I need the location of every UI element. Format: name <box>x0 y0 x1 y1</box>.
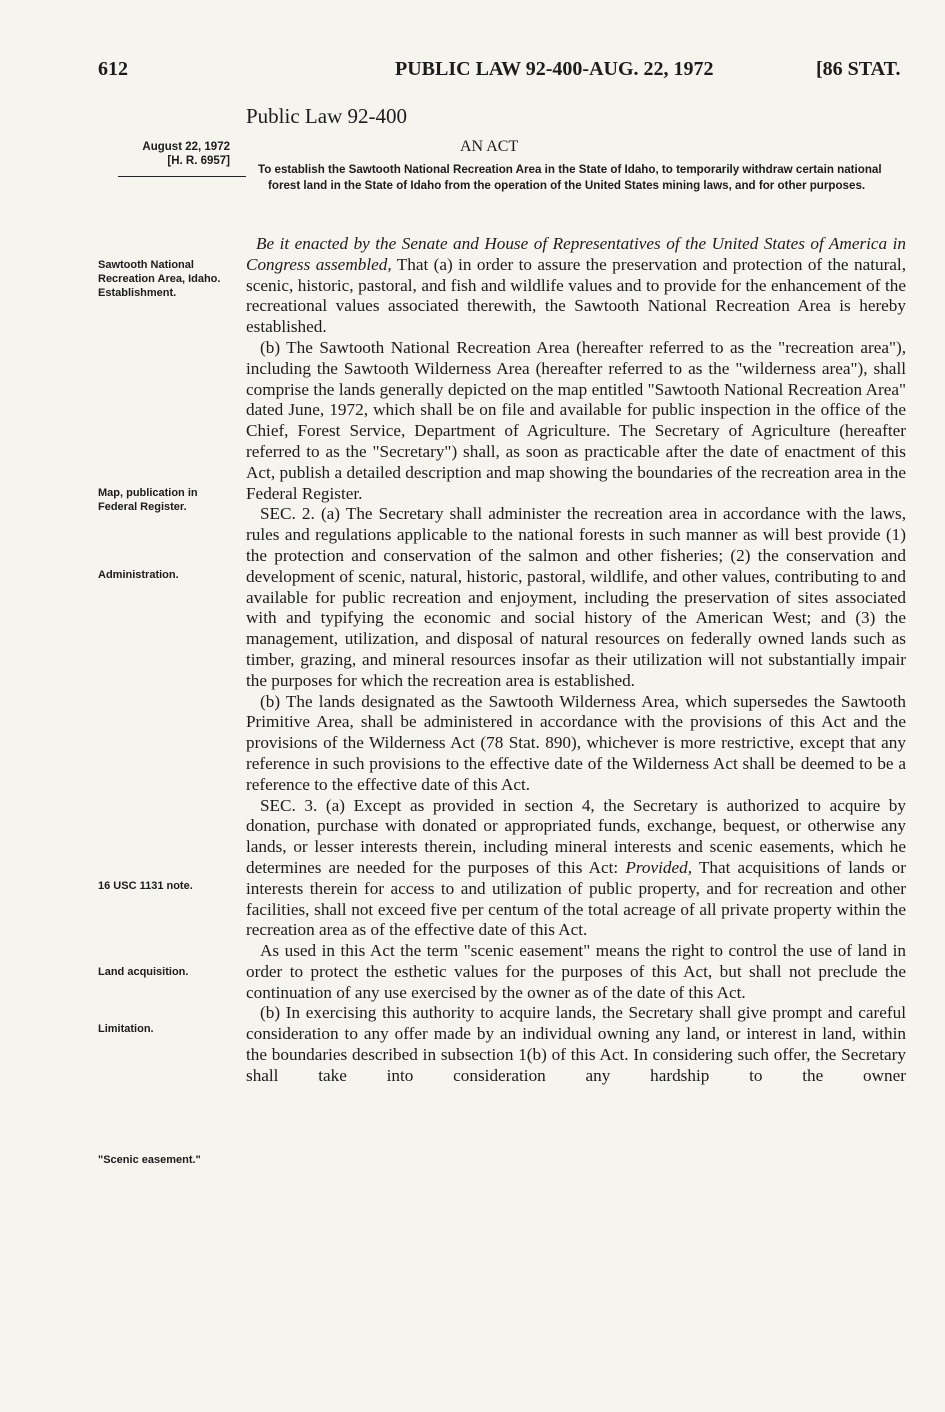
volume-citation: [86 STAT. <box>816 58 901 80</box>
paragraph-4: (b) The lands designated as the Sawtooth Wilderness Area, which supersedes the Sawtooth Primitive Area, shall be administered in accordance with the provisions of this Act and the provisions of the Wilderness Act (78 Stat. 890), whichever is more restrictive, except that any reference in such provisions to the effective date of the Wilderness Act shall be deemed to be a reference to the effective date of this Act. <box>246 691 906 794</box>
paragraph-1-text: That (a) in order to assure the preservation and protection of the natural, scenic, historic, pastoral, and fish and wildlife values and to provide for the enhancement of the recreational values associated therewith, the Sawtooth National Recreation Area is hereby established. <box>246 254 906 337</box>
paragraph-5-text-b: That acquisitions of lands or interests therein for access to and utilization of public property, and for recreation and other facilities, shall not exceed five per centum of the total acreage of all private property within the recreation area as of the effective date of this Act. <box>246 857 906 940</box>
paragraph-6: As used in this Act the term "scenic easement" means the right to control the use of land in order to protect the esthetic values for the purposes of this Act, but shall not preclude the continuation of any use exercised by the owner as of the date of this Act. <box>246 941 906 1002</box>
provided-proviso: Provided, <box>625 857 693 877</box>
date-sidenote <box>118 140 230 168</box>
page-number: 612 <box>98 58 128 80</box>
running-title: PUBLIC LAW 92-400-AUG. 22, 1972 <box>395 58 714 80</box>
paragraph-3-text: (a) The Secretary shall administer the recreation area in accordance with the laws, rules and regulations applicable to the national forests in such manner as will best provide (1) the protection and conservation of the salmon and other fisheries; (2) the conservation and development of scenic, natural, historic, pastoral, wildlife, and other values, contributing to and available for public recreation and enjoyment, including the preservation of sites associated with and typifying the economic and social history of the American West; and (3) the management, utilization, and disposal of natural resources on federally owned lands such as timber, grazing, and mineral resources insofar as their utilization will not substantially impair the purposes for which the recreation area is established. <box>246 504 906 690</box>
sidenote-land-acquisition: Land acquisition. <box>98 966 189 978</box>
sidenote-administration: Administration. <box>98 569 179 581</box>
paragraph-5 <box>246 796 906 942</box>
sidenote-scenic-easement: "Scenic easement." <box>98 1154 201 1166</box>
sidenote-map: Map, publication in Federal Register. <box>98 487 198 513</box>
enactment-date: August 22, 1972 <box>142 141 230 153</box>
bill-number: [H. R. 6957] <box>167 155 230 167</box>
sidenote-establishment: Sawtooth National Recreation Area, Idaho. Establishment. <box>98 259 221 299</box>
paragraph-2: (b) The Sawtooth National Recreation Area (hereafter referred to as the "recreation area"), including the Sawtooth Wilderness Area (hereafter referred to as the "wilderness area"), shall comprise the lands generally depicted on the map entitled "Sawtooth National Recreation Area" dated June, 1972, which shall be on file and available for public inspection in the office of the Chief, Forest Service, Department of Agriculture. The Secretary of Agriculture (hereafter referred to as the "Secretary") shall, as soon as practicable after the date of enactment of this Act, publish a detailed description and map showing the boundaries of the recreation area in the Federal Register. <box>246 337 906 503</box>
act-text <box>246 234 906 1087</box>
section-3-label: SEC. 3. <box>260 795 318 815</box>
paragraph-5-text-a: (a) Except as provided in section 4, the Secretary is authorized to acquire by donation, purchase with donated or appropriated funds, exchange, bequest, or otherwise any lands, or lesser interests therein, including mineral interests and scenic easements, which he determines are needed for the purposes of this Act: <box>246 795 906 877</box>
running-header <box>98 58 908 86</box>
section-2-label: SEC. 2. <box>260 504 315 524</box>
act-heading: AN ACT <box>460 138 519 155</box>
act-purpose: To establish the Sawtooth National Recreation Area in the State of Idaho, to temporarily withdraw certain national forest land in the State of Idaho from the operation of the United States mining laws, and for other purposes. <box>258 163 882 192</box>
paragraph-3 <box>246 504 906 691</box>
law-number: Public Law 92-400 <box>246 104 407 128</box>
date-rule <box>118 176 246 177</box>
enacting-clause: Be it enacted by the Senate and House of Representatives of the United States of America in Congress assembled, <box>246 234 906 274</box>
sidenote-limitation: Limitation. <box>98 1023 154 1035</box>
sidenote-usc: 16 USC 1131 note. <box>98 880 193 892</box>
paragraph-1 <box>246 234 906 338</box>
paragraph-7: (b) In exercising this authority to acquire lands, the Secretary shall give prompt and careful consideration to any offer made by an individual owning any land, or interest in land, within the boundaries described in subsection 1(b) of this Act. In considering such offer, the Secretary shall take into consideration any hardship to the owner <box>246 1003 906 1085</box>
